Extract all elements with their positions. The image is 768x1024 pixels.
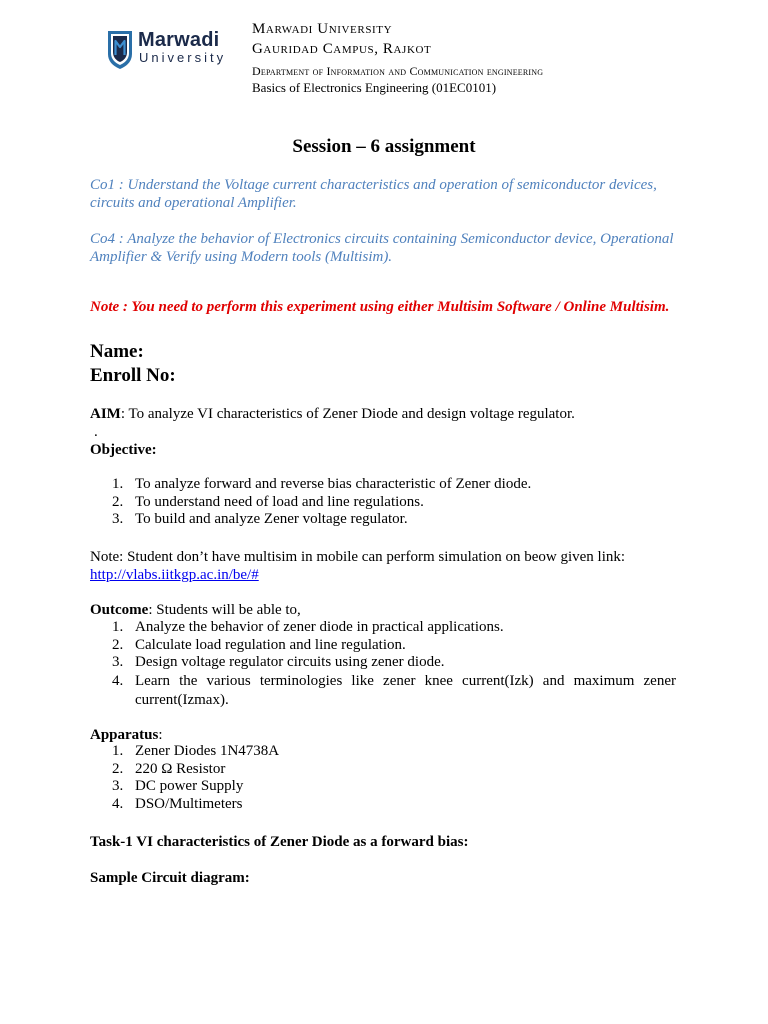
aim-line [90, 405, 575, 423]
name-label: Name: [90, 341, 144, 362]
objective-label: Objective: [90, 442, 157, 458]
university-name: Marwadi University [252, 21, 393, 37]
objective-list [90, 476, 676, 529]
list-item: 2. 220 Ω Resistor [112, 760, 226, 777]
outcome-label: Outcome [90, 602, 149, 618]
apparatus-list [90, 743, 676, 813]
list-item: 4. DSO/Multimeters [112, 795, 243, 812]
page-title: Session – 6 assignment [292, 136, 476, 157]
sample-circuit-heading: Sample Circuit diagram: [90, 870, 250, 886]
aim-label: AIM [90, 406, 121, 422]
campus-name: Gauridad Campus, Rajkot [252, 41, 432, 57]
logo-subtitle: University [139, 50, 227, 65]
logo-name: Marwadi [138, 29, 220, 51]
list-item: 3. Design voltage regulator circuits using zener diode. [112, 654, 445, 671]
outcome-intro: : Students will be able to, [148, 602, 301, 618]
university-logo [104, 27, 230, 71]
enroll-label: Enroll No: [90, 365, 176, 386]
list-item: 3. To build and analyze Zener voltage regulator. [112, 511, 408, 528]
aim-text: : To analyze VI characteristics of Zener Diode and design voltage regulator. [120, 406, 575, 422]
outcome-list [90, 619, 676, 710]
department-name: Department of Information and Communication engineering [252, 64, 544, 78]
vlabs-link-line [90, 566, 259, 584]
task1-heading: Task-1 VI characteristics of Zener Diode as a forward bias: [90, 834, 469, 850]
multisim-note: Note : You need to perform this experiment using either Multisim Software / Online Multisim. [90, 299, 670, 315]
list-item: 1. Zener Diodes 1N4738A [112, 743, 280, 759]
course-outcome-co1: Co1 : Understand the Voltage current characteristics and operation of semiconductor devices, circuits and operational Amplifier. [90, 177, 657, 211]
shield-icon [106, 28, 134, 70]
student-note: Note: Student don’t have multisim in mobile can perform simulation on beow given link: [90, 549, 626, 565]
vlabs-link[interactable]: http://vlabs.iitkgp.ac.in/be/# [90, 567, 259, 583]
course-outcome-co4: Co4 : Analyze the behavior of Electronics circuits containing Semiconductor device, Operational Amplifier & Verify using Modern tools (Multisim). [90, 231, 674, 265]
apparatus-label: Apparatus [90, 727, 159, 743]
apparatus-line: Apparatus: [90, 727, 163, 743]
list-item: 4. Learn the various terminologies like zener knee current(Izk) and maximum zener current(Izmax). [112, 672, 676, 708]
outcome-line [90, 601, 301, 619]
course-name: Basics of Electronics Engineering (01EC0101) [252, 80, 497, 95]
list-item: 2. Calculate load regulation and line regulation. [112, 636, 406, 653]
list-item: 2. To understand need of load and line regulations. [112, 493, 424, 510]
list-item: 3. DC power Supply [112, 778, 244, 795]
stray-dot: . [94, 424, 98, 440]
list-item: 1. To analyze forward and reverse bias characteristic of Zener diode. [112, 476, 532, 492]
list-item: 1. Analyze the behavior of zener diode in practical applications. [112, 619, 504, 635]
